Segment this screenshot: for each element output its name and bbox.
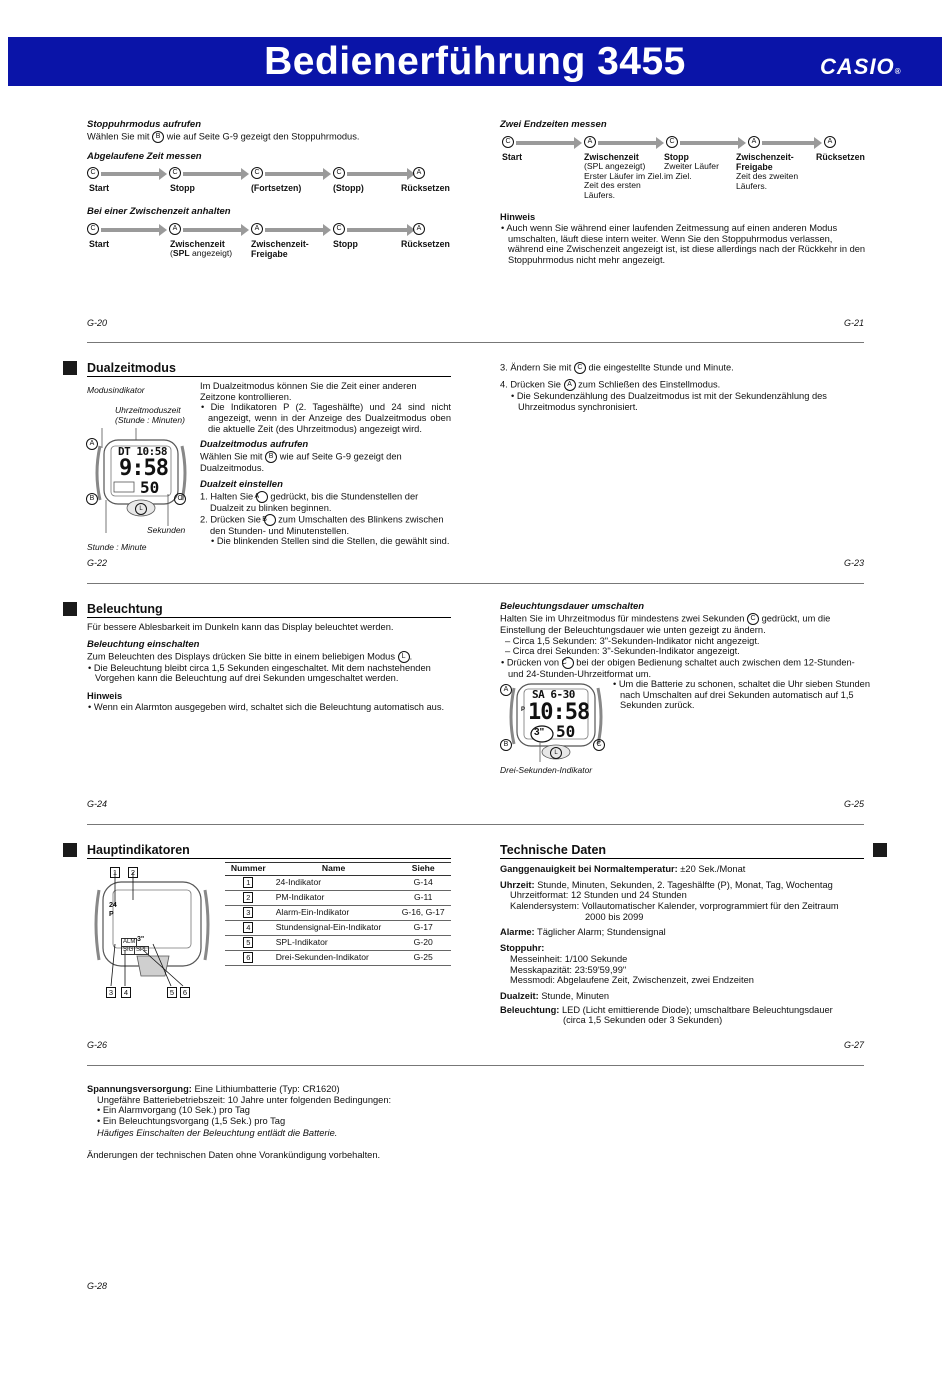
button-c-icon: C	[169, 167, 181, 179]
spec-value: Eine Lithiumbatterie (Typ: CR1620)	[191, 1084, 340, 1094]
g24-bullet: • Die Beleuchtung bleibt circa 1,5 Sekunden eingeschaltet. Mit dem nachstehenden Vorgehen kann die Beleuchtung auf drei Sekunden umgeschaltet werden.	[88, 662, 431, 684]
lcd-main: 9:58	[119, 456, 168, 481]
label-seconds: Sekunden	[147, 525, 186, 535]
table-header-row	[225, 863, 451, 876]
spec-label: Beleuchtung:	[500, 1004, 560, 1015]
table-cell-name: Drei-Sekunden-Indikator	[272, 950, 396, 965]
g23-step-3	[500, 362, 862, 374]
flow-arrow-head	[241, 168, 249, 180]
spec-value: LED (Licht emittierende Diode); umschaltbare Beleuchtungsdauer	[559, 1004, 833, 1015]
flow-arrow	[265, 172, 325, 176]
spec-label: Spannungsversorgung:	[87, 1084, 192, 1094]
button-l-icon: L	[398, 651, 410, 663]
g23-note-text: Die Sekundenzählung des Dualzeitmodus ist mit der Sekundenzählung des Uhrzeitmodus synchronisiert.	[516, 391, 827, 412]
g22-step-2b: zum Umschalten des Blinkens zwischen den Stunden- und Minutenstellen.	[210, 514, 444, 536]
button-c-icon: C	[333, 223, 345, 235]
spec-label: Alarme:	[500, 927, 535, 938]
logo-mark: ®	[894, 67, 902, 76]
divider	[87, 583, 864, 584]
flow-arrow	[762, 141, 816, 145]
g21-heading: Zwei Endzeiten messen	[500, 119, 607, 130]
flow-label: Rücksetzen	[401, 183, 450, 193]
flow-label: Start	[89, 183, 110, 193]
spec-dualtime	[500, 991, 864, 1002]
button-a-icon: A	[564, 379, 576, 391]
label-time-unit: (Stunde : Minuten)	[115, 415, 185, 425]
button-a-icon: A	[256, 491, 268, 503]
flow-arrow-head	[323, 168, 331, 180]
spec-value: Täglicher Alarm; Stundensignal	[534, 927, 666, 938]
g20-call-a: Wählen Sie mit	[87, 131, 153, 142]
g24-light-text	[87, 651, 451, 663]
g25-dash-1-text: Circa 1,5 Sekunden: 3"-Sekunden-Indikator nicht angezeigt.	[512, 635, 760, 646]
table-cell-ref: G-20	[395, 935, 451, 950]
button-b-icon: B	[264, 514, 276, 526]
flow-sublabel: (SPL angezeigt)	[170, 248, 233, 258]
table-row	[225, 935, 451, 950]
button-a-icon: A	[748, 136, 760, 148]
button-b-icon: B	[152, 131, 164, 143]
g22-bullet: • Die Indikatoren P (2. Tageshälfte) und 24 sind nicht angezeigt, wenn in der Anzeige des Dualzeitmodus oben die aktuelle Zeit (des Uhrzeitmodus) angezeigt wird.	[201, 402, 451, 434]
divider	[87, 342, 864, 343]
table-cell-num	[225, 950, 272, 965]
g25-bullet-1: • Drücken von C bei der obigen Bedienung schaltet auch zwischen dem 12-Stunden- und 24-Stunden-Uhrzeitformat um.	[501, 657, 855, 679]
button-c-icon: C	[251, 167, 263, 179]
g20-heading-call: Stoppuhrmodus aufrufen	[87, 119, 201, 130]
section-underline	[500, 858, 864, 859]
button-c-icon: C	[574, 362, 586, 374]
page-number: G-23	[844, 558, 865, 568]
g22-heading-call: Dualzeitmodus aufrufen	[200, 439, 309, 451]
g24-intro: Für bessere Ablesbarkeit im Dunkeln kann das Display beleuchtet werden.	[87, 622, 394, 632]
flow-label: Zwischenzeit- Freigabe	[736, 152, 794, 173]
flow-sublabel: Zeit des zweiten Läufers.	[736, 171, 799, 191]
g22-call-a: Wählen Sie mit	[200, 451, 266, 462]
spec-condition-text: Ein Alarmvorgang (10 Sek.) pro Tag	[102, 1105, 250, 1116]
button-a-icon: A	[500, 684, 512, 696]
button-a-icon: A	[584, 136, 596, 148]
watch-diagram-light	[502, 680, 610, 762]
flow-label: (Stopp)	[333, 183, 364, 193]
lcd-top: DT 10:58	[118, 445, 167, 458]
flow-arrow-head	[814, 137, 822, 149]
callout-3: 3	[106, 987, 116, 998]
flow-arrow	[680, 141, 740, 145]
table-row	[225, 905, 451, 920]
g22-step-2-note: • Die blinkenden Stellen sind die Stellen, die gewählt sind.	[211, 536, 450, 547]
row-number: 2	[243, 892, 253, 903]
flow-sublabel: Zweiter Läufer im Ziel.	[664, 161, 719, 181]
spec-battery-life: Ungefähre Batteriebetriebszeit: 10 Jahre unter folgenden Bedingungen:	[97, 1094, 392, 1105]
section-underline	[87, 617, 451, 618]
callout-2: 2	[128, 867, 138, 878]
button-b-icon: B	[86, 493, 98, 505]
lcd-main: 10:58	[528, 700, 590, 725]
g20-heading-split: Bei einer Zwischenzeit anhalten	[87, 206, 231, 217]
flow-label: Stopp	[170, 183, 195, 193]
spec-condition-1: • Ein Alarmvorgang (10 Sek.) pro Tag	[97, 1105, 250, 1116]
g22-call-b: wie auf Seite G-9 gezeigt den Dualzeitmodus.	[200, 451, 402, 474]
spec-unit: Messeinheit: 1/100 Sekunde	[510, 953, 628, 964]
g24-text	[87, 622, 451, 712]
page-number: G-28	[87, 1281, 108, 1291]
button-l-icon: L	[550, 747, 562, 759]
g23-step-4	[500, 379, 862, 391]
spec-condition-text: Ein Beleuchtungsvorgang (1,5 Sek.) pro Tag	[102, 1116, 286, 1127]
flow-arrow-head	[738, 137, 746, 149]
g21-hint-text: • Auch wenn Sie während einer laufenden Zeitmessung auf einen anderen Modus umschalten, läuft diese intern weiter. Wenn Sie den Stoppuhrmodus verlassen, während eine Zwischenzeit angezeigt ist, ist diese allerdings nach der Rückkehr in den Stoppuhrmodus nicht mehr angezeigt.	[501, 223, 866, 266]
g25-heading: Beleuchtungsdauer umschalten	[500, 601, 645, 612]
g22-intro: Im Dualzeitmodus können Sie die Zeit einer anderen Zeitzone kontrollieren.	[200, 381, 417, 402]
g23-step-4b: zum Schließen des Einstellmodus.	[575, 379, 721, 390]
page-title: Bedienerführung 3455	[264, 40, 686, 83]
flow-sublabel: (SPL angezeigt) Erster Läufer im Ziel. Zeit des ersten Läufers.	[584, 161, 664, 200]
g23-step-3b: die eingestellte Stunde und Minute.	[585, 362, 734, 373]
button-c-icon: C	[562, 657, 574, 669]
g22-step-2-note-text: Die blinkenden Stellen sind die Stellen, die gewählt sind.	[216, 536, 450, 547]
indicator-sig: SIG	[123, 947, 134, 953]
row-number: 5	[243, 937, 253, 948]
divider	[87, 1065, 864, 1066]
button-c-icon: C	[502, 136, 514, 148]
flow-arrow	[598, 141, 658, 145]
g25-p1b: gedrückt, um die Einstellung der Beleuchtungsdauer wie unten gezeigt zu ändern.	[500, 613, 831, 635]
button-a-icon: A	[169, 223, 181, 235]
g20-heading-elapsed: Abgelaufene Zeit messen	[87, 151, 202, 162]
callout-1: 1	[110, 867, 120, 878]
button-c-icon: C	[666, 136, 678, 148]
section-marker	[63, 602, 77, 616]
flow-sublabel: Freigabe	[251, 249, 288, 259]
page-number: G-25	[844, 799, 865, 809]
g24-hint: • Wenn ein Alarmton ausgegeben wird, schaltet sich die Beleuchtung automatisch aus.	[88, 701, 445, 712]
table-cell-num	[225, 875, 272, 890]
spec-power	[87, 1084, 487, 1095]
spec-value: Stunde, Minuten, Sekunden, 2. Tageshälfte (P), Monat, Tag, Wochentag	[534, 879, 833, 890]
table-cell-ref: G-14	[395, 875, 451, 890]
g22-step-1b: gedrückt, bis die Stundenstellen der Dualzeit zu blinken beginnen.	[210, 491, 419, 513]
table-cell-name: 24-Indikator	[272, 875, 396, 890]
g25-bullet-1a: Drücken von	[506, 657, 562, 668]
page-number: G-26	[87, 1040, 108, 1050]
watch-diagram-indicators	[93, 864, 213, 1000]
g22-text	[200, 381, 451, 547]
table-cell-num	[225, 890, 272, 905]
flow-label: Zwischenzeit	[584, 152, 639, 162]
g24-hint-text: Wenn ein Alarmton ausgegeben wird, schaltet sich die Beleuchtung automatisch aus.	[93, 701, 445, 712]
flow-arrow-head	[159, 168, 167, 180]
g25-dash-1: – Circa 1,5 Sekunden: 3"-Sekunden-Indikator nicht angezeigt.	[505, 635, 760, 646]
g25-p1	[500, 613, 862, 636]
page-number: G-22	[87, 558, 108, 568]
indicator-24: 24	[109, 902, 117, 909]
flow-label: Zwischenzeit	[170, 239, 225, 249]
table-cell-name: Stundensignal-Ein-Indikator	[272, 920, 396, 935]
section-marker	[63, 843, 77, 857]
button-b-icon: B	[265, 451, 277, 463]
table-row	[225, 920, 451, 935]
g28-text	[87, 1084, 487, 1161]
button-c-icon: C	[333, 167, 345, 179]
g24-light-a: Zum Beleuchten des Displays drücken Sie bitte in einem beliebigen Modus	[87, 651, 398, 662]
table-cell-name: SPL-Indikator	[272, 935, 396, 950]
row-number: 4	[243, 922, 253, 933]
g20-call-b: wie auf Seite G-9 gezeigt den Stoppuhrmodus.	[164, 131, 360, 142]
section-marker	[63, 361, 77, 375]
column-header: Name	[272, 863, 396, 876]
section-underline	[87, 376, 451, 377]
flow-label: Start	[89, 239, 110, 249]
section-marker	[873, 843, 887, 857]
g25-p1a: Halten Sie im Uhrzeitmodus für mindestens zwei Sekunden	[500, 613, 747, 624]
button-c-icon: C	[593, 739, 605, 751]
callout-6: 6	[180, 987, 190, 998]
flow-arrow	[101, 172, 161, 176]
spec-label: Uhrzeit:	[500, 879, 535, 890]
watch-diagram-dual	[86, 428, 196, 533]
table-cell-num	[225, 905, 272, 920]
page-number: G-27	[844, 1040, 865, 1050]
flow-arrow-head	[574, 137, 582, 149]
column-header: Siehe	[395, 863, 451, 876]
label-time: Uhrzeitmoduszeit	[115, 405, 181, 415]
spec-value: ±20 Sek./Monat	[677, 864, 746, 874]
flow-arrow	[101, 228, 161, 232]
g25-bullet-2-text: Um die Batterie zu schonen, schaltet die Uhr sieben Stunden nach Umschalten auf drei Sekunden automatisch auf 1,5 Sekunden zurück.	[618, 679, 871, 711]
g24-heading: Beleuchtung einschalten	[87, 638, 200, 650]
section-underline	[87, 858, 451, 859]
pm-indicator: P	[521, 707, 526, 713]
spec-alarms	[500, 927, 864, 938]
flow-arrow	[347, 228, 409, 232]
spec-time-format: Uhrzeitformat: 12 Stunden und 24 Stunden	[510, 890, 687, 901]
callout-4: 4	[121, 987, 131, 998]
page-number: G-21	[844, 318, 865, 328]
button-c-icon: C	[87, 223, 99, 235]
flow-arrow-head	[159, 224, 167, 236]
flow-label: Stopp	[333, 239, 358, 249]
button-a-icon: A	[86, 438, 98, 450]
row-number: 1	[243, 877, 253, 888]
g22-step-2	[200, 514, 451, 537]
button-c-icon: C	[747, 613, 759, 625]
flow-label: (Fortsetzen)	[251, 183, 302, 193]
logo-text: CASIO	[820, 54, 895, 79]
flow-label: Start	[502, 152, 523, 162]
g21-hint-body: Auch wenn Sie während einer laufenden Zeitmessung auf einen anderen Modus umschalten, läuft diese intern weiter. Wenn Sie den Stoppuhrmodus verlassen, während eine Zwischenzeit angezeigt ist, ist diese allerdings nach der Rückkehr in den Stoppuhrmodus nicht mehr angezeigt.	[506, 223, 866, 266]
label-mode-indicator: Modusindikator	[87, 385, 145, 395]
button-a-icon: A	[413, 167, 425, 179]
g23-step-4a: 4. Drücken Sie	[500, 379, 564, 390]
g25-bullet-1b: bei der obigen Bedienung schaltet auch zwischen dem 12-Stunden- und 24-Stunden-Uhrzeitformat um.	[508, 657, 855, 679]
g22-section-title: Dualzeitmodus	[87, 361, 176, 375]
spec-value: Stunde, Minuten	[538, 990, 610, 1001]
lcd-top: SA 6-30	[532, 688, 575, 701]
g26-section-title: Hauptindikatoren	[87, 843, 190, 857]
flow-arrow	[265, 228, 325, 232]
three-second-indicator: 3"	[534, 727, 545, 738]
g22-heading-set: Dualzeit einstellen	[200, 479, 283, 491]
spec-modes: Messmodi: Abgelaufene Zeit, Zwischenzeit, zwei Endzeiten	[510, 975, 754, 986]
button-a-icon: A	[251, 223, 263, 235]
button-l-icon: L	[135, 503, 147, 515]
g24-bullet-text: Die Beleuchtung bleibt circa 1,5 Sekunden eingeschaltet. Mit dem nachstehenden Vorgehen kann die Beleuchtung auf drei Sekunden umgeschaltet werden.	[93, 662, 431, 684]
indicator-table	[225, 862, 451, 966]
spec-stopwatch: Stoppuhr:	[500, 943, 545, 954]
page-number: G-20	[87, 318, 108, 328]
caption-three-second: Drei-Sekunden-Indikator	[500, 765, 593, 775]
g25-dash-2: – Circa drei Sekunden: 3"-Sekunden-Indikator angezeigt.	[505, 646, 740, 657]
g25-dash-2-text: Circa drei Sekunden: 3"-Sekunden-Indikator angezeigt.	[512, 646, 740, 657]
g24-hint-title: Hinweis	[87, 690, 123, 701]
spec-calendar: Kalendersystem: Vollautomatischer Kalender, vorprogrammiert für den Zeitraum	[510, 901, 839, 912]
casio-logo	[820, 54, 902, 79]
table-cell-name: Alarm-Ein-Indikator	[272, 905, 396, 920]
g25-bullet-2: • Um die Batterie zu schonen, schaltet die Uhr sieben Stunden nach Umschalten auf drei Sekunden automatisch auf 1,5 Sekunden zurück.	[613, 679, 871, 711]
flow-label: Zwischenzeit-	[251, 239, 309, 249]
flow-arrow	[183, 228, 243, 232]
spec-light	[500, 1005, 864, 1016]
indicator-spl: SPL	[136, 947, 148, 953]
callout-5: 5	[167, 987, 177, 998]
watch-outline	[93, 864, 213, 1000]
flow-arrow-head	[656, 137, 664, 149]
flow-arrow	[516, 141, 576, 145]
g24-light-b: .	[409, 651, 413, 662]
battery-note: Häufiges Einschalten der Beleuchtung entlädt die Batterie.	[97, 1127, 338, 1138]
table-cell-ref: G-11	[395, 890, 451, 905]
flow-arrow-head	[323, 224, 331, 236]
g27-specs	[500, 864, 864, 1026]
label-hour-minute: Stunde : Minute	[87, 542, 147, 552]
g22-step-1	[200, 491, 451, 514]
flow-arrow	[347, 172, 409, 176]
g22-step-1a: 1. Halten Sie	[200, 491, 256, 502]
flow-arrow	[183, 172, 243, 176]
divider	[87, 824, 864, 825]
g21-hint-title: Hinweis	[500, 212, 536, 222]
footer-note: Änderungen der technischen Daten ohne Vorankündigung vorbehalten.	[87, 1150, 381, 1161]
indicator-three-sec: 3"	[137, 936, 145, 943]
flow-arrow-head	[241, 224, 249, 236]
table-cell-num	[225, 920, 272, 935]
lcd-seconds: 50	[556, 722, 576, 741]
spec-time	[500, 880, 864, 891]
button-c-icon: C	[87, 167, 99, 179]
flow-label: Rücksetzen	[401, 239, 450, 249]
flow-label: Stopp	[664, 152, 689, 162]
table-cell-ref: G-25	[395, 950, 451, 965]
spec-label: Ganggenauigkeit bei Normaltemperatur:	[500, 864, 678, 874]
button-a-icon: A	[413, 223, 425, 235]
table-cell-ref: G-16, G-17	[395, 905, 451, 920]
flow-label: Rücksetzen	[816, 152, 865, 162]
g20-call-text	[87, 131, 359, 143]
table-row	[225, 890, 451, 905]
spec-condition-2: • Ein Beleuchtungsvorgang (1,5 Sek.) pro Tag	[97, 1116, 286, 1127]
lcd-seconds: 50	[140, 478, 160, 497]
button-c-icon: C	[174, 493, 186, 505]
table-row	[225, 950, 451, 965]
g25-text	[500, 602, 862, 680]
table-cell-num	[225, 935, 272, 950]
table-cell-name: PM-Indikator	[272, 890, 396, 905]
spec-light-duration: (circa 1,5 Sekunden oder 3 Sekunden)	[563, 1015, 723, 1026]
g27-section-title: Technische Daten	[500, 843, 607, 857]
g23-step-3a: 3. Ändern Sie mit	[500, 362, 574, 373]
spec-capacity: Messkapazität: 23:59'59,99"	[510, 964, 627, 975]
button-a-icon: A	[824, 136, 836, 148]
spec-accuracy	[500, 864, 864, 875]
row-number: 3	[243, 907, 253, 918]
column-header: Nummer	[225, 863, 272, 876]
button-b-icon: B	[500, 739, 512, 751]
spec-label: Dualzeit:	[500, 990, 539, 1001]
indicator-pm: P	[109, 911, 114, 918]
g22-call-text	[200, 451, 451, 474]
indicator-alm: ALM	[123, 939, 136, 945]
g23-note: • Die Sekundenzählung des Dualzeitmodus ist mit der Sekundenzählung des Uhrzeitmodus synchronisiert.	[511, 391, 827, 412]
table-cell-ref: G-17	[395, 920, 451, 935]
table-row	[225, 875, 451, 890]
g22-step-2a: 2. Drücken Sie	[200, 514, 264, 525]
row-number: 6	[243, 952, 253, 963]
g24-section-title: Beleuchtung	[87, 602, 163, 616]
g22-bullet-text: Die Indikatoren P (2. Tageshälfte) und 24 sind nicht angezeigt, wenn in der Anzeige des Dualzeitmodus oben die aktuelle Zeit (des Uhrzeitmodus) angezeigt wird.	[208, 402, 451, 434]
page-number: G-24	[87, 799, 108, 809]
spec-calendar-range: 2000 bis 2099	[585, 911, 644, 922]
g23-text	[500, 362, 862, 412]
